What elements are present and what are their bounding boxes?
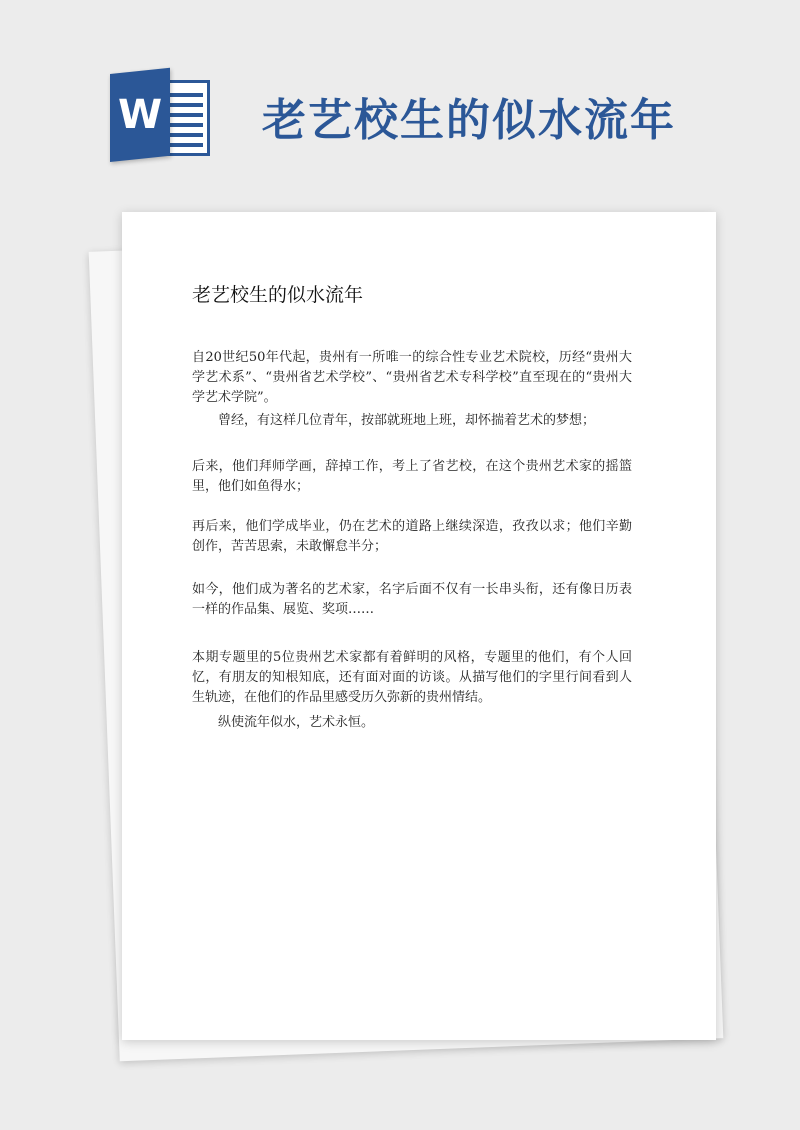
document-title: 老艺校生的似水流年 [192,284,364,306]
paragraph-later: 后来，他们拜师学画，辞掉工作，考上了省艺校，在这个贵州艺术家的摇篮里，他们如鱼得水； [192,459,632,494]
paragraph-intro: 自20世纪50年代起，贵州有一所唯一的综合性专业艺术院校，历经“贵州大学艺术系”、“贵州省艺术学校”、“贵州省艺术专科学校”直至现在的“贵州大学艺术学院”。 [192,350,632,405]
word-icon [110,74,214,162]
paragraph-once: 曾经，有这样几位青年，按部就班地上班，却怀揣着艺术的梦想； [218,413,596,428]
paragraph-now: 如今，他们成为著名的艺术家，名字后面不仅有一长串头衔，还有像日历表一样的作品集、展览、奖项…… [192,582,632,617]
paragraph-after: 再后来，他们学成毕业，仍在艺术的道路上继续深造，孜孜以求；他们辛勤创作，苦苦思索，未敢懈怠半分； [192,519,632,554]
document-page [122,212,716,1040]
paragraph-closing: 纵使流年似水，艺术永恒。 [218,715,375,730]
header [0,0,800,200]
word-logo-tile [110,68,170,162]
word-logo-letter: W [117,91,163,138]
paragraph-feature: 本期专题里的5位贵州艺术家都有着鲜明的风格，专题里的他们，有个人回忆，有朋友的知根知底，还有面对面的访谈。从描写他们的字里行间看到人生轨迹，在他们的作品里感受历久弥新的贵州情结。 [192,650,632,705]
banner-title: 老艺校生的似水流年 [262,95,676,146]
